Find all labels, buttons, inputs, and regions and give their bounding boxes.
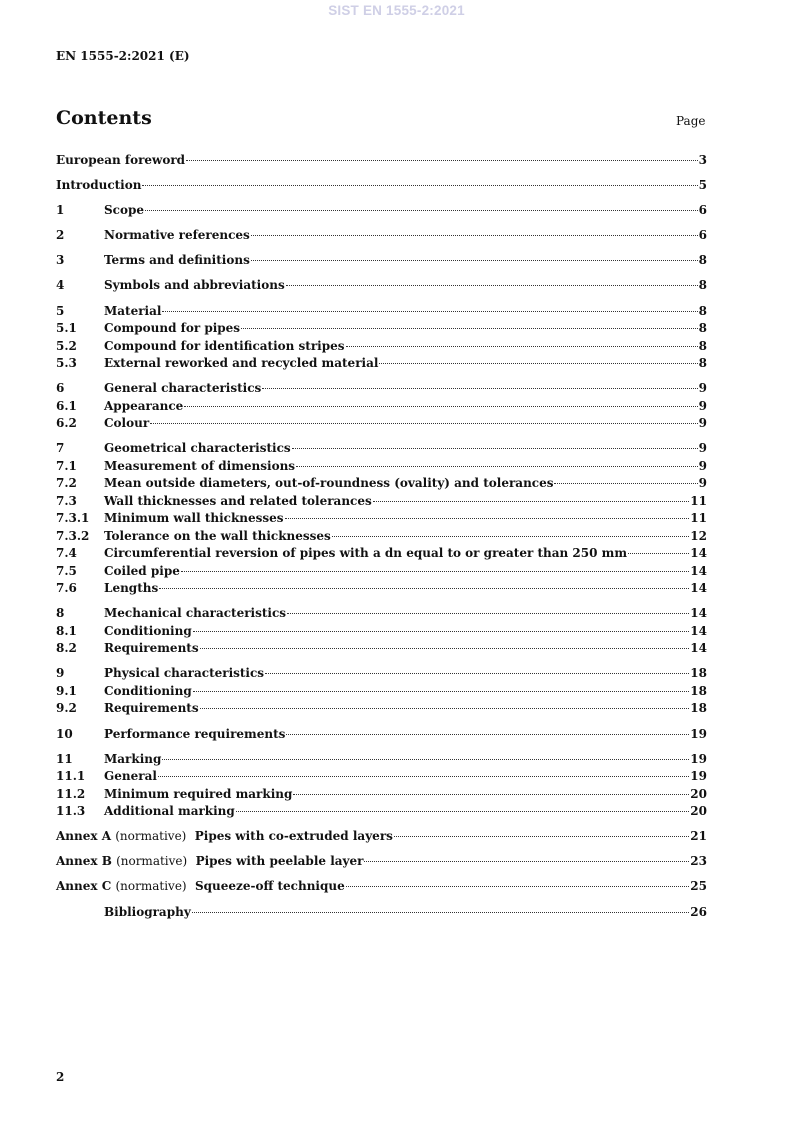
toc-entry[interactable] bbox=[56, 725, 707, 743]
toc-entry-title: External reworked and recycled material bbox=[104, 356, 379, 371]
dot-leader bbox=[142, 173, 697, 186]
dot-leader bbox=[193, 679, 690, 692]
toc-entry-title: Normative references bbox=[104, 228, 250, 243]
toc-entry-title: Wall thicknesses and related tolerances bbox=[104, 493, 372, 508]
dot-leader bbox=[262, 376, 697, 389]
dot-leader bbox=[346, 334, 698, 347]
toc-entry-title: Compound for identification stripes bbox=[104, 338, 345, 353]
toc-entry-title: Appearance bbox=[104, 398, 184, 413]
dot-leader bbox=[286, 273, 698, 286]
toc-entry-page: 21 bbox=[690, 829, 707, 844]
toc-entry-number: 11.3 bbox=[56, 804, 86, 819]
toc-entry-page: 23 bbox=[690, 854, 707, 869]
toc-entry-number: 1 bbox=[56, 203, 65, 218]
toc-entry[interactable] bbox=[56, 414, 707, 432]
dot-leader bbox=[554, 471, 697, 484]
toc-entry-page: 11 bbox=[690, 511, 707, 526]
toc-entry-title: Marking bbox=[104, 751, 162, 766]
toc-entry-title: European foreword bbox=[56, 153, 186, 167]
annex-normative-label: (normative) bbox=[115, 879, 187, 894]
toc-entry-page: 25 bbox=[690, 879, 707, 894]
dot-leader bbox=[241, 316, 698, 329]
dot-leader bbox=[346, 874, 690, 887]
toc-entry-title: Circumferential reversion of pipes with a dn equal to or greater than 250 mm bbox=[104, 546, 628, 561]
annex-title: Pipes with co-extruded layers bbox=[194, 829, 393, 844]
toc-entry-title: Tolerance on the wall thicknesses bbox=[104, 528, 331, 543]
toc-entry-page: 3 bbox=[698, 153, 707, 167]
toc-entry-page: 26 bbox=[690, 904, 707, 919]
toc-entry-title: Bibliography bbox=[104, 904, 191, 919]
dot-leader bbox=[162, 747, 689, 760]
dot-leader bbox=[200, 696, 690, 709]
toc-entry-page: 19 bbox=[690, 726, 707, 741]
toc-entry-number: 9.1 bbox=[56, 683, 77, 698]
toc-entry-title: Minimum wall thicknesses bbox=[104, 511, 284, 526]
toc-entry-page: 20 bbox=[690, 804, 707, 819]
toc-entry-page: 12 bbox=[690, 528, 707, 543]
contents-title: Contents bbox=[56, 107, 152, 129]
toc-entry-number: 10 bbox=[56, 726, 73, 741]
annex-label: Annex C bbox=[56, 879, 112, 894]
toc-entry-number: 11.1 bbox=[56, 769, 86, 784]
toc-entry-page: 14 bbox=[690, 546, 707, 561]
toc-entry-number: 6.2 bbox=[56, 416, 77, 431]
toc-entry-title: Terms and definitions bbox=[104, 253, 250, 268]
toc-entry-title: Symbols and abbreviations bbox=[104, 278, 285, 293]
toc-entry[interactable] bbox=[56, 639, 707, 657]
toc-entry[interactable] bbox=[56, 276, 707, 294]
toc-entry-page: 8 bbox=[698, 303, 707, 318]
toc-entry-page: 11 bbox=[690, 493, 707, 508]
toc-entry[interactable] bbox=[56, 877, 707, 895]
dot-leader bbox=[287, 601, 689, 614]
toc-entry[interactable] bbox=[56, 251, 707, 269]
toc-entry[interactable] bbox=[56, 699, 707, 717]
page-number: 2 bbox=[56, 1070, 65, 1084]
annex-title: Squeeze-off technique bbox=[194, 879, 345, 894]
toc-entry-number: 9.2 bbox=[56, 701, 77, 716]
toc-entry[interactable] bbox=[56, 151, 707, 169]
toc-entry-title: General bbox=[104, 769, 157, 784]
dot-leader bbox=[293, 782, 689, 795]
toc-entry-number: 7.3.2 bbox=[56, 528, 90, 543]
annex-label: Annex A bbox=[56, 829, 112, 844]
toc-entry-page: 6 bbox=[698, 228, 707, 243]
toc-entry-page: 9 bbox=[698, 476, 707, 491]
dot-leader bbox=[158, 764, 689, 777]
toc-entry-number: 7 bbox=[56, 441, 65, 456]
dot-leader bbox=[236, 799, 690, 812]
toc-entry-page: 5 bbox=[698, 178, 707, 193]
toc-entry-title: Conditioning bbox=[104, 683, 192, 698]
dot-leader bbox=[186, 148, 698, 161]
dot-leader bbox=[251, 248, 698, 261]
toc-entry-page: 6 bbox=[698, 203, 707, 218]
toc-entry[interactable] bbox=[56, 852, 707, 870]
toc-entry-title: Measurement of dimensions bbox=[104, 458, 296, 473]
dot-leader bbox=[184, 394, 697, 407]
toc-entry-title: Coiled pipe bbox=[104, 563, 180, 578]
toc-entry-page: 9 bbox=[698, 416, 707, 431]
toc-entry[interactable] bbox=[56, 903, 707, 921]
toc-entry-page: 18 bbox=[690, 666, 707, 681]
toc-entry-number: 5.1 bbox=[56, 321, 77, 336]
toc-entry-number: 7.5 bbox=[56, 563, 77, 578]
dot-leader bbox=[159, 576, 689, 589]
toc-entry-number: 5 bbox=[56, 303, 65, 318]
toc-entry-number: 2 bbox=[56, 228, 65, 243]
dot-leader bbox=[285, 506, 690, 519]
toc-entry-number: 11 bbox=[56, 751, 73, 766]
toc-entry-title: Colour bbox=[104, 416, 150, 431]
toc-entry-number: 6.1 bbox=[56, 398, 77, 413]
toc-entry-number: 7.3 bbox=[56, 493, 77, 508]
toc-entry-number: 7.2 bbox=[56, 476, 77, 491]
toc-entry-page: 18 bbox=[690, 683, 707, 698]
toc-entry-title: Introduction bbox=[56, 178, 142, 193]
toc-entry-title: Conditioning bbox=[104, 623, 192, 638]
toc-entry-page: 19 bbox=[690, 751, 707, 766]
toc-entry-number: 8.2 bbox=[56, 641, 77, 656]
dot-leader bbox=[265, 661, 689, 674]
toc-entry[interactable] bbox=[56, 827, 707, 845]
dot-leader bbox=[150, 411, 697, 424]
dot-leader bbox=[192, 900, 690, 913]
dot-leader bbox=[373, 489, 690, 502]
dot-leader bbox=[296, 454, 698, 467]
toc-entry-number: 7.1 bbox=[56, 458, 77, 473]
toc-entry[interactable] bbox=[56, 802, 707, 820]
toc-entry-title: Requirements bbox=[104, 701, 199, 716]
toc-entry-title: Minimum required marking bbox=[104, 786, 293, 801]
toc-entry-page: 14 bbox=[690, 563, 707, 578]
toc-entry-page: 8 bbox=[698, 338, 707, 353]
toc-entry-page: 14 bbox=[690, 641, 707, 656]
toc-entry-page: 9 bbox=[698, 398, 707, 413]
dot-leader bbox=[181, 559, 689, 572]
toc-entry-number: 7.4 bbox=[56, 546, 77, 561]
annex-normative-label: (normative) bbox=[115, 829, 187, 844]
toc-entry-page: 9 bbox=[698, 381, 707, 396]
toc-entry-title bbox=[56, 878, 345, 896]
toc-entry[interactable] bbox=[56, 176, 707, 194]
dot-leader bbox=[200, 636, 690, 649]
toc-entry-number: 5.2 bbox=[56, 338, 77, 353]
toc-entry-title: Lengths bbox=[104, 581, 159, 596]
toc-entry[interactable] bbox=[56, 579, 707, 597]
toc-entry-page: 8 bbox=[698, 321, 707, 336]
toc-entry-number: 8 bbox=[56, 606, 65, 621]
dot-leader bbox=[286, 722, 689, 735]
toc-entry-number: 8.1 bbox=[56, 623, 77, 638]
toc-entry-title bbox=[56, 828, 393, 846]
toc-entry[interactable] bbox=[56, 201, 707, 219]
dot-leader bbox=[193, 619, 690, 632]
dot-leader bbox=[162, 299, 697, 312]
toc-entry-page: 14 bbox=[690, 606, 707, 621]
toc-entry-page: 20 bbox=[690, 786, 707, 801]
toc-entry-number: 6 bbox=[56, 381, 65, 396]
dot-leader bbox=[145, 198, 698, 211]
toc-entry-title: Geometrical characteristics bbox=[104, 441, 291, 456]
toc-entry-title: Requirements bbox=[104, 641, 199, 656]
toc-entry-page: 8 bbox=[698, 356, 707, 371]
toc-entry-title: Mean outside diameters, out-of-roundness (ovality) and tolerances bbox=[104, 476, 554, 491]
document-id: EN 1555-2:2021 (E) bbox=[56, 49, 190, 63]
toc-entry-page: 14 bbox=[690, 623, 707, 638]
toc-entry-number: 7.3.1 bbox=[56, 511, 90, 526]
annex-normative-label: (normative) bbox=[116, 854, 188, 869]
toc-entry-title: Material bbox=[104, 303, 162, 318]
toc-entry-page: 18 bbox=[690, 701, 707, 716]
toc-entry-number: 7.6 bbox=[56, 581, 77, 596]
dot-leader bbox=[628, 541, 689, 554]
toc-entry-page: 19 bbox=[690, 769, 707, 784]
toc-entry-page: 8 bbox=[698, 253, 707, 268]
toc-entry-title bbox=[56, 853, 363, 871]
dot-leader bbox=[364, 849, 689, 862]
toc-entry-title: Compound for pipes bbox=[104, 321, 241, 336]
toc-entry-number: 3 bbox=[56, 253, 65, 268]
toc-entry-page: 14 bbox=[690, 581, 707, 596]
annex-title: Pipes with peelable layer bbox=[195, 854, 364, 869]
dot-leader bbox=[292, 436, 698, 449]
dot-leader bbox=[332, 524, 690, 537]
dot-leader bbox=[251, 223, 698, 236]
toc-entry-title: Additional marking bbox=[104, 804, 235, 819]
toc-entry-page: 8 bbox=[698, 278, 707, 293]
table-of-contents bbox=[56, 151, 707, 920]
toc-entry-number: 4 bbox=[56, 278, 65, 293]
toc-entry-title: Physical characteristics bbox=[104, 666, 265, 681]
page-column-label: Page bbox=[676, 114, 706, 128]
toc-entry-title: General characteristics bbox=[104, 381, 262, 396]
toc-entry[interactable] bbox=[56, 527, 707, 545]
toc-entry-page: 9 bbox=[698, 441, 707, 456]
toc-entry-number: 9 bbox=[56, 666, 65, 681]
dot-leader bbox=[394, 824, 689, 837]
toc-entry-number: 5.3 bbox=[56, 356, 77, 371]
toc-entry-title: Performance requirements bbox=[104, 726, 286, 741]
toc-entry-title: Scope bbox=[104, 203, 145, 218]
annex-label: Annex B bbox=[56, 854, 112, 869]
toc-entry-number: 11.2 bbox=[56, 786, 86, 801]
toc-entry[interactable] bbox=[56, 354, 707, 372]
toc-entry-page: 9 bbox=[698, 458, 707, 473]
dot-leader bbox=[379, 351, 697, 364]
toc-entry[interactable] bbox=[56, 226, 707, 244]
watermark: SIST EN 1555-2:2021 bbox=[328, 3, 465, 18]
toc-entry-title: Mechanical characteristics bbox=[104, 606, 287, 621]
